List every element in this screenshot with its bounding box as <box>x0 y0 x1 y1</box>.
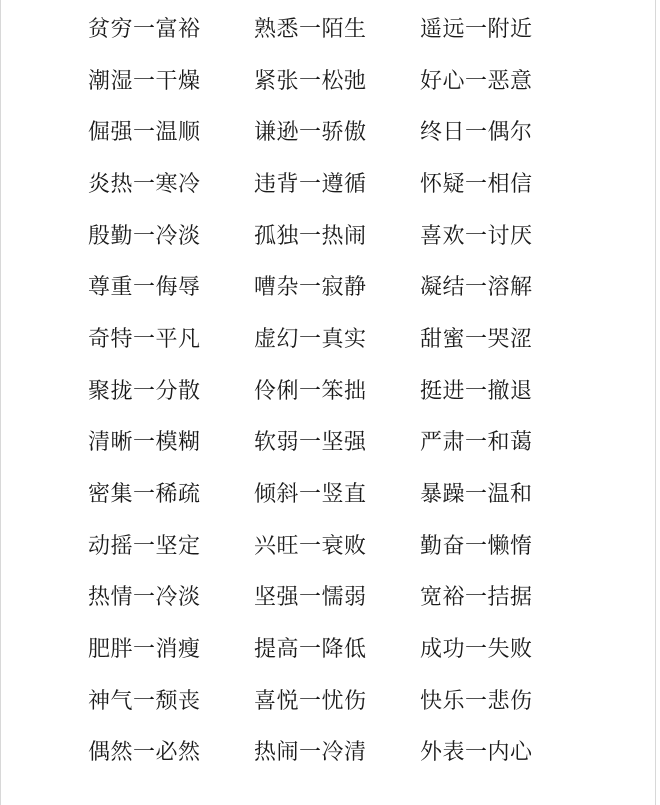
antonym-pair: 喜悦一忧伤 <box>254 688 367 714</box>
antonym-pair: 成功一失败 <box>420 637 533 663</box>
antonym-pair: 凝结一溶解 <box>420 275 533 301</box>
antonym-pair: 密集一稀疏 <box>88 482 201 508</box>
antonym-pair: 尊重一侮辱 <box>88 275 201 301</box>
antonym-row <box>88 573 608 625</box>
antonym-pair: 勤奋一懒惰 <box>420 533 533 559</box>
antonym-pair: 违背一遵循 <box>254 171 367 197</box>
antonym-pair: 清晰一模糊 <box>88 430 201 456</box>
antonym-pair: 热闹一冷清 <box>254 740 367 766</box>
antonym-pair: 提高一降低 <box>254 637 367 663</box>
antonym-pair: 怀疑一相信 <box>420 171 533 197</box>
antonym-pair: 孤独一热闹 <box>254 223 367 249</box>
antonym-pair: 终日一偶尔 <box>420 120 533 146</box>
antonym-row <box>88 366 608 418</box>
antonym-pair: 挺进一撤退 <box>420 378 533 404</box>
antonym-row <box>88 314 608 366</box>
antonym-row <box>88 418 608 470</box>
antonym-row <box>88 676 608 728</box>
antonym-pair: 倔强一温顺 <box>88 120 201 146</box>
antonym-pair: 遥远一附近 <box>420 16 533 42</box>
antonym-pair: 倾斜一竖直 <box>254 482 367 508</box>
antonym-pair: 嘈杂一寂静 <box>254 275 367 301</box>
antonym-grid <box>88 4 608 779</box>
antonym-pair: 严肃一和蔼 <box>420 430 533 456</box>
antonym-row <box>88 159 608 211</box>
antonym-pair: 熟悉一陌生 <box>254 16 367 42</box>
antonym-pair: 谦逊一骄傲 <box>254 120 367 146</box>
antonym-pair: 潮湿一干燥 <box>88 68 201 94</box>
antonym-pair: 宽裕一拮据 <box>420 585 533 611</box>
antonym-pair: 殷勤一冷淡 <box>88 223 201 249</box>
antonym-pair: 暴躁一温和 <box>420 482 533 508</box>
antonym-pair: 兴旺一衰败 <box>254 533 367 559</box>
antonym-pair: 喜欢一讨厌 <box>420 223 533 249</box>
antonym-pair: 热情一冷淡 <box>88 585 201 611</box>
antonym-pair: 偶然一必然 <box>88 740 201 766</box>
antonym-pair: 肥胖一消瘦 <box>88 637 201 663</box>
antonym-pair: 紧张一松弛 <box>254 68 367 94</box>
antonym-row <box>88 211 608 263</box>
antonym-pair: 奇特一平凡 <box>88 326 201 352</box>
antonym-pair: 神气一颓丧 <box>88 688 201 714</box>
antonym-row <box>88 521 608 573</box>
antonym-pair: 伶俐一笨拙 <box>254 378 367 404</box>
antonym-pair: 炎热一寒冷 <box>88 171 201 197</box>
antonym-pair: 聚拢一分散 <box>88 378 201 404</box>
antonym-pair: 好心一恶意 <box>420 68 533 94</box>
antonym-row <box>88 56 608 108</box>
antonym-pair: 快乐一悲伤 <box>420 688 533 714</box>
antonym-pair: 甜蜜一哭涩 <box>420 326 533 352</box>
antonym-row <box>88 728 608 780</box>
antonym-pair: 坚强一懦弱 <box>254 585 367 611</box>
antonym-pair: 动摇一坚定 <box>88 533 201 559</box>
antonym-pair: 贫穷一富裕 <box>88 16 201 42</box>
antonym-row <box>88 469 608 521</box>
antonym-row <box>88 624 608 676</box>
antonym-row <box>88 107 608 159</box>
antonym-pair: 虚幻一真实 <box>254 326 367 352</box>
antonym-pair: 软弱一坚强 <box>254 430 367 456</box>
antonym-row <box>88 262 608 314</box>
antonym-row <box>88 4 608 56</box>
antonym-pair: 外表一内心 <box>420 740 533 766</box>
